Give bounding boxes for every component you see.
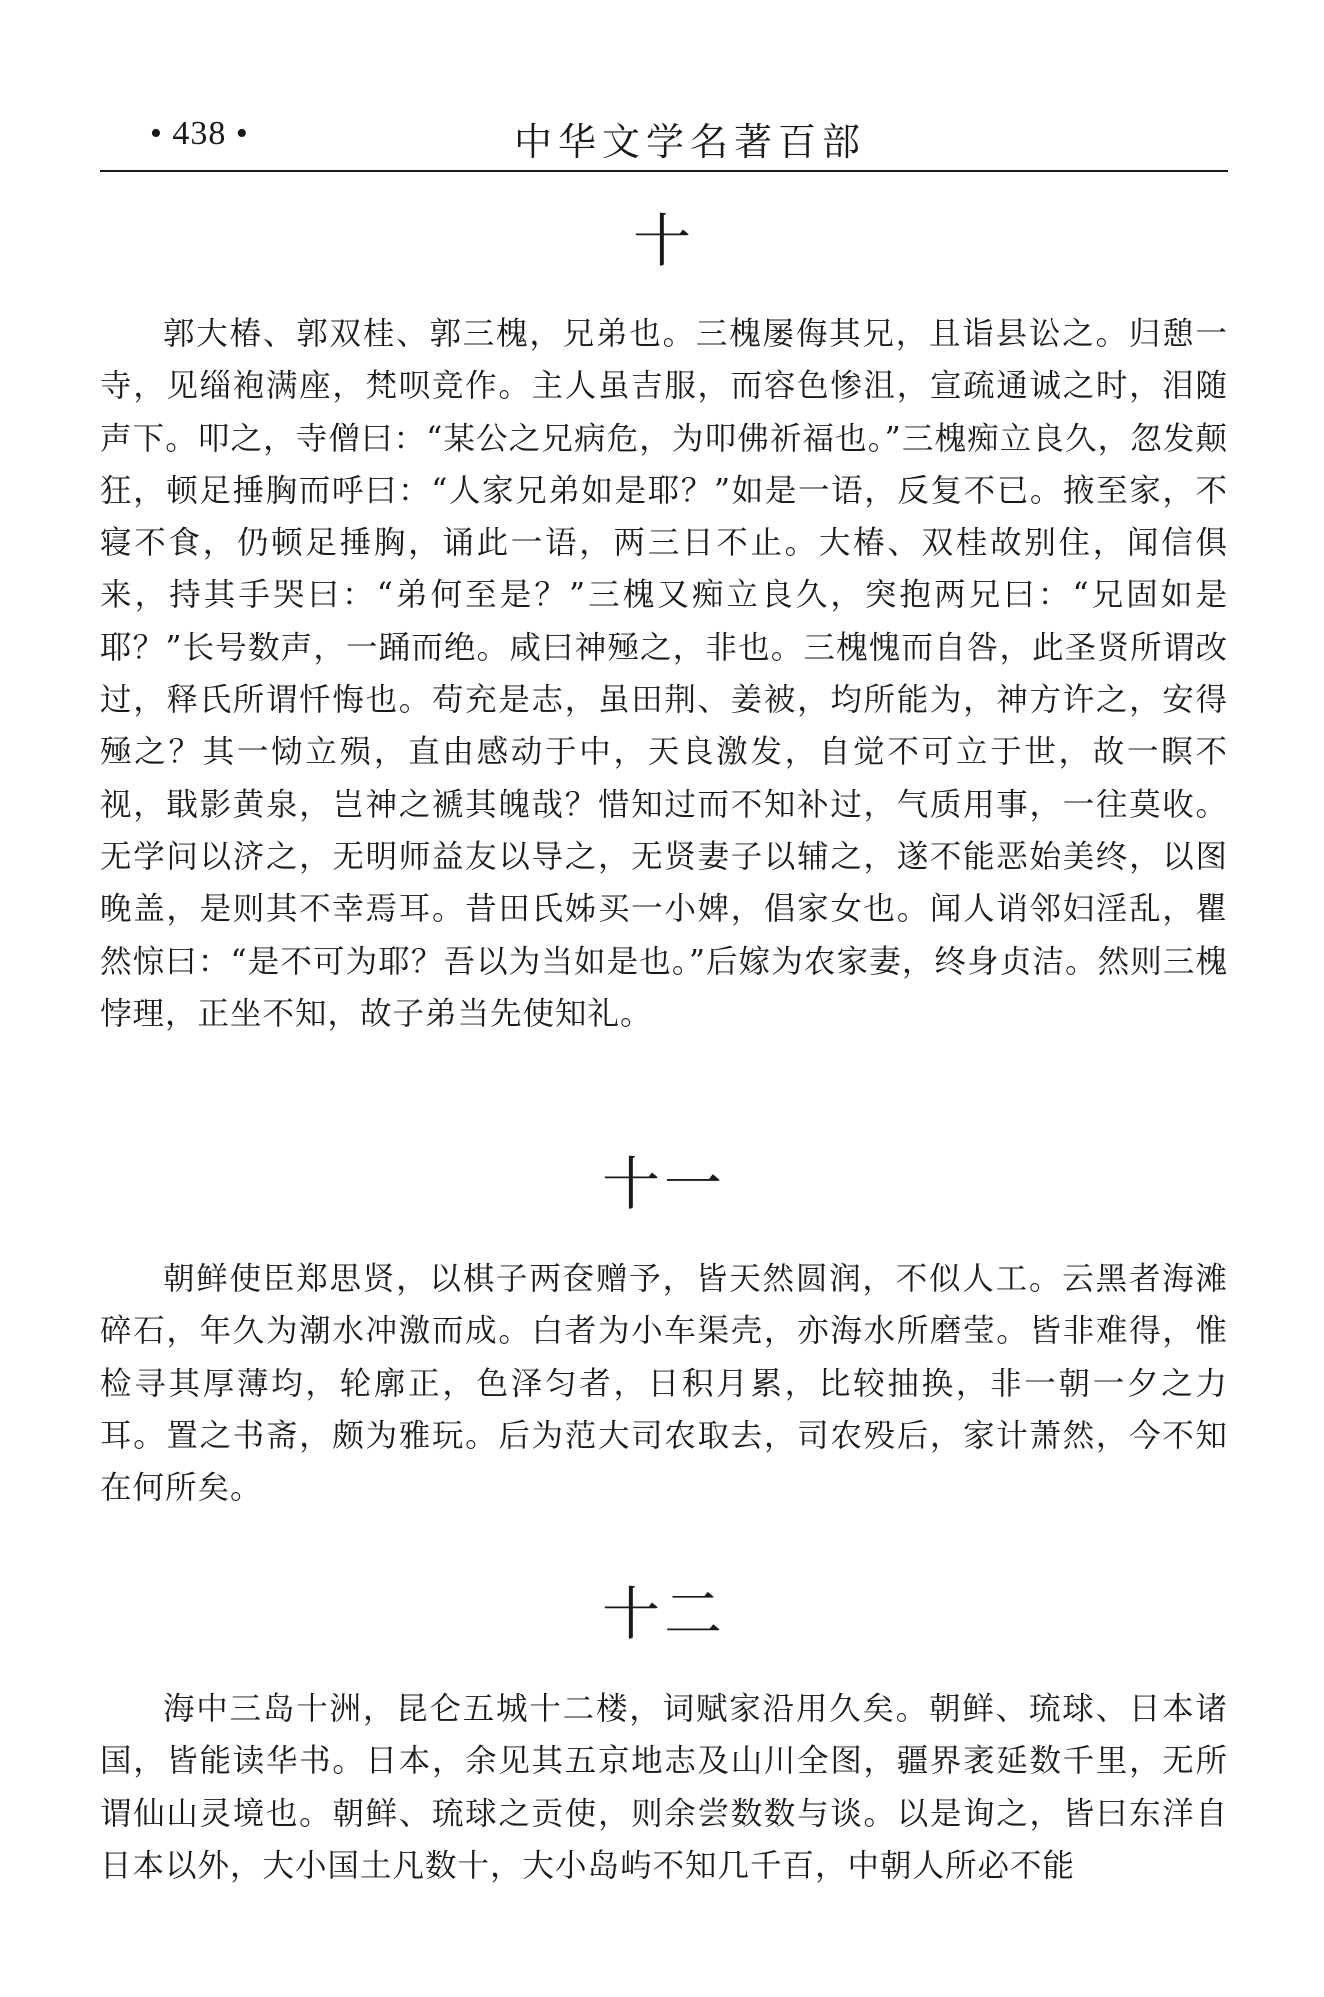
- section-body: 海中三岛十洲，昆仑五城十二楼，词赋家沿用久矣。朝鲜、琉球、日本诸国，皆能读华书。日本，余见其五京地志及山川全图，疆界袤延数千里，无所谓仙山灵境也。朝鲜、琉球之贡使，则余尝数数与谈。以是询之，皆曰东洋自日本以外，大小国土凡数十，大小岛屿不知几千百，中朝人所必不能: [100, 1691, 1228, 1884]
- section-heading: 十一: [601, 1150, 726, 1218]
- section-body: 郭大椿、郭双桂、郭三槐，兄弟也。三槐屡侮其兄，且诣县讼之。归憩一寺，见缁袍满座，梵呗竞作。主人虽吉服，而容色惨沮，宣疏通诚之时，泪随声下。叩之，寺僧曰：“某公之兄病危，为叩佛祈福也。”三槐痴立良久，忽发颠狂，顿足捶胸而呼曰：“人家兄弟如是耶？”如是一语，反复不已。掖至家，不寝不食，仍顿足捶胸，诵此一语，两三日不止。大椿、双桂故别住，闻信俱来，持其手哭曰：“弟何至是？”三槐又痴立良久，突抱两兄曰：“兄固如是耶？”长号数声，一踊而绝。咸曰神殛之，非也。三槐愧而自咎，此圣贤所谓改过，释氏所谓忏悔也。苟充是志，虽田荆、姜被，均所能为，神方许之，安得殛之？其一恸立殒，直由感动于中，天良激发，自觉不可立于世，故一瞑不视，戢影黄泉，岂神之褫其魄哉？惜知过而不知补过，气质用事，一往莫收。无学问以济之，无明师益友以导之，无贤妻子以辅之，遂不能恶始美终，以图晚盖，是则其不幸焉耳。昔田氏姊买一小婢，倡家女也。闻人诮邻妇淫乱，瞿然惊曰：“是不可为耶？吾以为当如是也。”后嫁为农家妻，终身贞洁。然则三槐悖理，正坐不知，故子弟当先使知礼。: [100, 316, 1228, 1032]
- page-number: • 438 •: [150, 115, 249, 152]
- section-10: [100, 207, 1228, 1040]
- section-11: [100, 1150, 1228, 1514]
- section-body: 朝鲜使臣郑思贤，以棋子两奁赠予，皆天然圆润，不似人工。云黑者海滩碎石，年久为潮水冲激而成。白者为小车渠壳，亦海水所磨莹。皆非难得，惟检寻其厚薄均，轮廓正，色泽匀者，日积月累，比较抽换，非一朝一夕之力耳。置之书斋，颇为雅玩。后为范大司农取去，司农殁后，家计萧然，今不知在何所矣。: [100, 1261, 1228, 1507]
- page-header: [100, 105, 1228, 171]
- section-heading: 十: [632, 207, 695, 275]
- book-title: 中华文学名著百部: [514, 120, 867, 164]
- header-divider: [100, 170, 1228, 172]
- section-12: [100, 1580, 1228, 1892]
- section-heading: 十二: [601, 1580, 726, 1648]
